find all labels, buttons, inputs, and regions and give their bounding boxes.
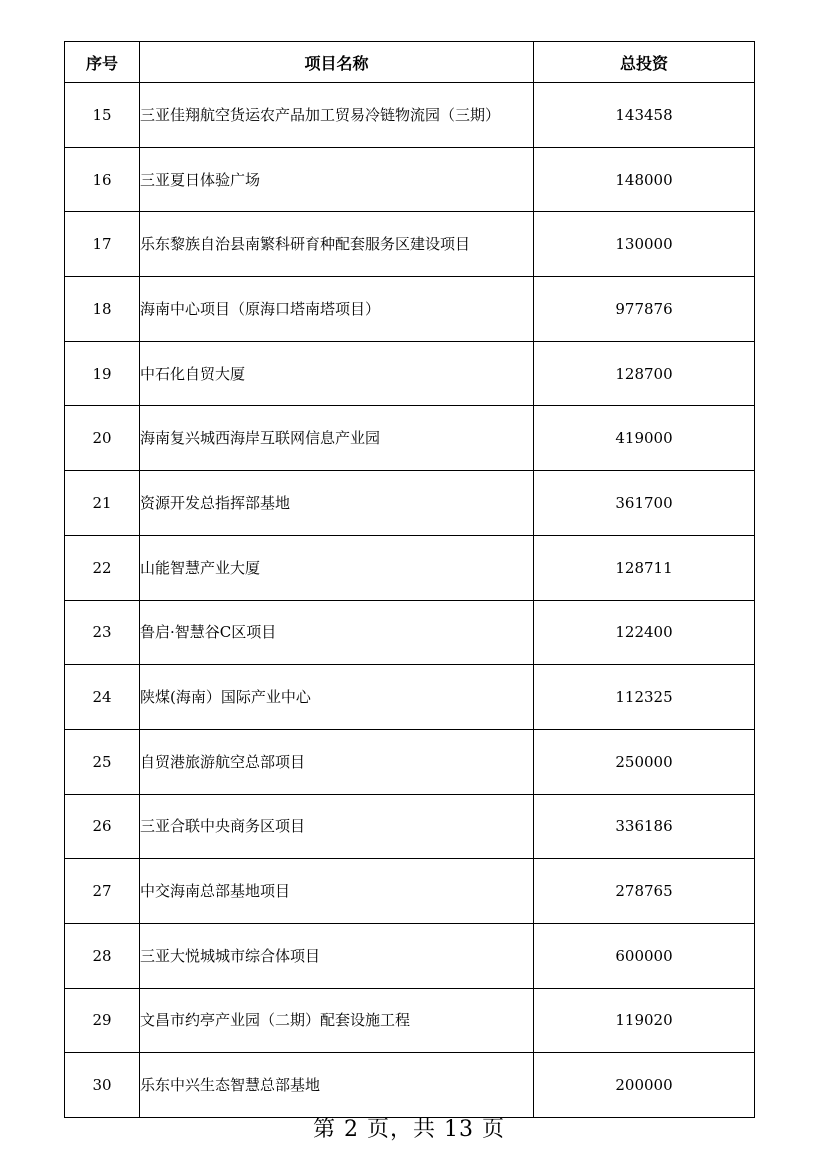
table-header-row [65,42,755,83]
total-investment: 361700 [534,471,755,536]
row-number: 23 [65,600,140,665]
project-name: 海南复兴城西海岸互联网信息产业园 [140,406,534,471]
project-name: 三亚合联中央商务区项目 [140,794,534,859]
project-name: 三亚佳翔航空货运农产品加工贸易冷链物流园（三期） [140,83,534,148]
total-investment: 200000 [534,1053,755,1118]
project-name: 乐东黎族自治县南繁科研育种配套服务区建设项目 [140,212,534,277]
project-name: 海南中心项目（原海口塔南塔项目） [140,277,534,342]
row-number: 27 [65,859,140,924]
table-row [65,341,755,406]
table-row [65,471,755,536]
page-number-footer: 第 2 页，共 13 页 [313,1117,505,1142]
project-name: 鲁启·智慧谷C区项目 [140,600,534,665]
row-number: 26 [65,794,140,859]
row-number: 20 [65,406,140,471]
row-number: 19 [65,341,140,406]
project-name: 三亚大悦城城市综合体项目 [140,923,534,988]
table-row [65,729,755,794]
project-table [64,41,755,1118]
row-number: 18 [65,277,140,342]
row-number: 24 [65,665,140,730]
project-name: 陕煤(海南）国际产业中心 [140,665,534,730]
total-investment: 143458 [534,83,755,148]
total-investment: 250000 [534,729,755,794]
row-number: 15 [65,83,140,148]
column-header-name: 项目名称 [140,42,534,83]
table-row [65,988,755,1053]
total-investment: 148000 [534,147,755,212]
table-row [65,83,755,148]
project-name: 自贸港旅游航空总部项目 [140,729,534,794]
total-investment: 336186 [534,794,755,859]
total-investment: 600000 [534,923,755,988]
row-number: 29 [65,988,140,1053]
project-name: 中交海南总部基地项目 [140,859,534,924]
table-row [65,212,755,277]
table-row [65,535,755,600]
table-row [65,277,755,342]
project-name: 乐东中兴生态智慧总部基地 [140,1053,534,1118]
row-number: 30 [65,1053,140,1118]
total-investment: 122400 [534,600,755,665]
column-header-investment: 总投资 [534,42,755,83]
table-row [65,600,755,665]
table-row [65,859,755,924]
row-number: 21 [65,471,140,536]
table-row [65,665,755,730]
row-number: 17 [65,212,140,277]
total-investment: 128711 [534,535,755,600]
table-row [65,147,755,212]
row-number: 16 [65,147,140,212]
table-row [65,923,755,988]
project-name: 山能智慧产业大厦 [140,535,534,600]
total-investment: 130000 [534,212,755,277]
total-investment: 112325 [534,665,755,730]
column-header-no: 序号 [65,42,140,83]
table-row [65,794,755,859]
project-name: 三亚夏日体验广场 [140,147,534,212]
total-investment: 419000 [534,406,755,471]
total-investment: 977876 [534,277,755,342]
project-name: 中石化自贸大厦 [140,341,534,406]
total-investment: 128700 [534,341,755,406]
row-number: 22 [65,535,140,600]
total-investment: 278765 [534,859,755,924]
row-number: 28 [65,923,140,988]
project-name: 文昌市约亭产业园（二期）配套设施工程 [140,988,534,1053]
table-row [65,406,755,471]
project-name: 资源开发总指挥部基地 [140,471,534,536]
table-row [65,1053,755,1118]
total-investment: 119020 [534,988,755,1053]
row-number: 25 [65,729,140,794]
